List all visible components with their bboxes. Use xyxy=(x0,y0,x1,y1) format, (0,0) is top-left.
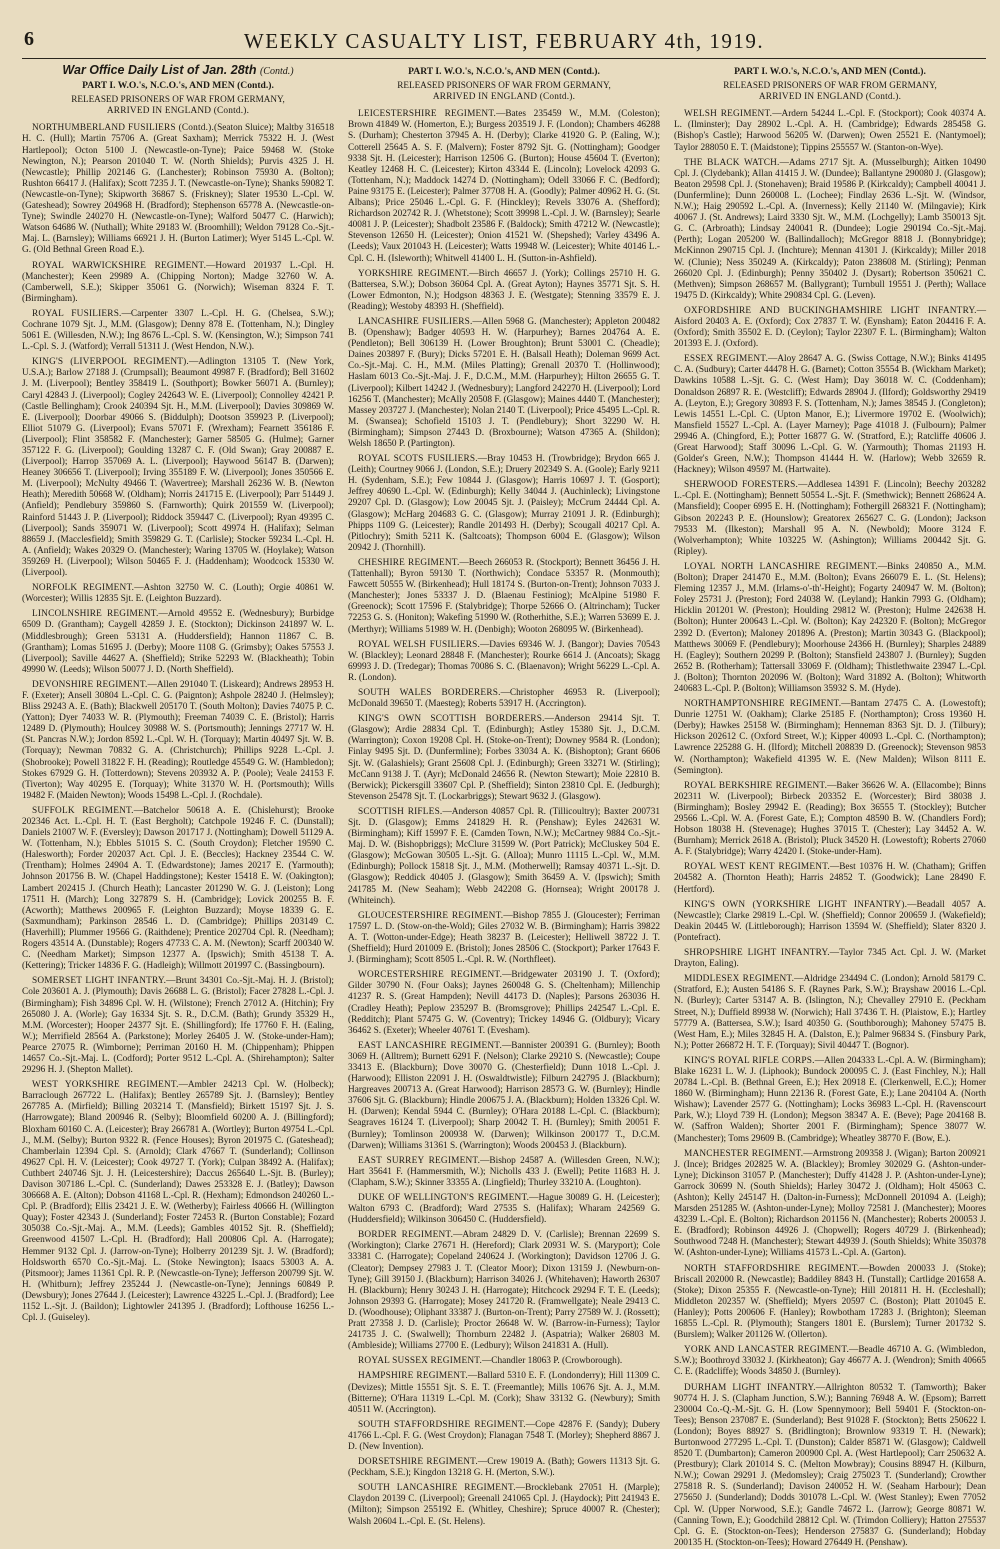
part-heading: PART I. W.O.'s, N.C.O.'s, AND MEN (Contd.). xyxy=(82,80,274,92)
regiment-name: LANCASHIRE FUSILIERS. xyxy=(358,316,473,327)
regiment-entry xyxy=(348,1371,660,1415)
regiment-entry xyxy=(674,974,986,1052)
regiment-entry xyxy=(674,480,986,558)
regiment-name: BORDER REGIMENT. xyxy=(358,1230,454,1241)
regiment-name: MANCHESTER REGIMENT. xyxy=(684,1148,804,1159)
regiment-name: NORTHAMPTONSHIRE REGIMENT. xyxy=(684,699,842,710)
regiment-entry xyxy=(348,558,660,636)
columns xyxy=(22,63,986,1548)
regiment-name: SOUTH STAFFORDSHIRE REGIMENT. xyxy=(358,1419,526,1430)
regiment-entry xyxy=(348,911,660,966)
regiment-name: LOYAL NORTH LANCASHIRE REGIMENT. xyxy=(684,561,878,572)
casualty-names: —Aisford 20403 A. E. (Oxford); Cox 27837 T. W. (Eynsham); Eaton 204416 F. A. (Oxford); Smith 35502 E. D. (Ceylon); Taylor 22307 F. L. (Birmingham); Walton 201393 E. J. (Oxford). xyxy=(674,305,986,350)
casualty-names: —Allen 5968 G. (Manchester); Appleton 200482 B. (Openshaw); Badger 40593 H. W. (Harpurhey); Barnes 204764 A. E. (Pendleton); Bell 306139 H. (Lower Broughton); Brunt 53001 C. (Cheadle); Daines 203897 F. (Bury); Dicks 57201 E. H. (Balsall Heath); Doleman 9699 Act. Co.-Sjt.-Maj. C. H., M.M. (Miles Platting); Grenall 20370 T. (Hollinwood); Haslam 6013 Co.-Sjt.-Maj. J. F., D.C.M., M.M. (Harpurhey); Hilton 26655 G. T. (Liverpool); Kilbert 14242 J. (Wednesbury); Langford 242270 H. (Liverpool); Lord 16256 T. (Manchester); McAlly 20508 F. (Glasgow); Maines 4440 T. (Manchester); Massey 203727 J. (Manchester); Nolan 2140 T. (Liverpool); Price 45495 L.-Cpl. R. M. (Swansea); Schofield 15103 J. T. (Pendlebury); Short 32290 W. H. (Birmingham); Simpson 27443 D. (Broxbourne); Watson 47365 A. (Shildon); Welsh 18650 P. (Partington). xyxy=(348,316,660,449)
casualty-names: —Allen 291040 T. (Liskeard); Andrews 28953 H. F. (Exeter); Ansell 30804 L.-Cpl. C. G. (Paignton); Ashpole 28240 J. (Helmsley); Bliss 29243 A. E. (Bath); Blackwell 205170 T. (South Molton); Davies 74075 P. C. (Yatton); Dyer 74033 W. R. (Plymouth); Freeman 74039 C. E. (Bristol); Harris 12489 D. (Plymouth); Houlcey 30988 W. S. (Portsmouth); Jennings 27717 W. H. (St. Pancras N.W.); Jordon 8592 L.-Cpl. W. H. (Torquay); Martin 40497 Sjt. W. B. (Torquay); Newman 70832 G. A. (Christchurch); Phillips 9228 L.-Cpl. J. (Shobrooke); Powell 31822 F. H. (Reading); Routledge 45549 G. W. (Hambledon); Stokes 67929 G. H. (Totterdown); Stevens 203932 A. P. (Poole); Veale 24153 F. (Tiverton); Way 40295 E. (Torquay); White 31370 W. H. (Portsmouth); Wills 19482 F. (Maiden Newton); Woods 15498 L.-Cpl. J. (Rochdale). xyxy=(22,679,334,801)
regiment-entry xyxy=(22,357,334,579)
regiment-name: NORFOLK REGIMENT. xyxy=(32,583,135,594)
regiment-name: DURHAM LIGHT INFANTRY. xyxy=(684,1382,816,1393)
regiment-entry xyxy=(674,781,986,859)
entries xyxy=(348,109,660,1527)
regiment-entry xyxy=(674,1383,986,1549)
regiment-name: KING'S ROYAL RIFLE CORPS. xyxy=(684,1055,815,1066)
regiment-name: ROYAL BERKSHIRE REGIMENT. xyxy=(684,780,828,791)
casualty-names: —Bowden 200033 J. (Stoke); Briscall 202000 R. (Newcastle); Baddiley 8843 H. (Tunstall); Cartlidge 201658 A. (Stoke); Dixon 25355 F. (Newcastle-on-Tyne); Hill 201811 H. H. (Eccleshall); Middleton 202357 W. (Sheffield); Myers 20597 C. (Boston); Platt 201045 E. (Hanley); Potts 200606 F. (Hanley); Rowbotham 17283 J. (Brighton); Sleeman 16855 L.-Cpl. R. (Plymouth); Stangers 1801 E. (Burslem); Turner 201732 S. (Burslem); Walker 201126 W. (Ollerton). xyxy=(674,1263,986,1341)
regiment-entry xyxy=(348,269,660,313)
part-heading: PART I. W.O.'s, N.C.O.'s, AND MEN (Contd.). xyxy=(408,66,600,77)
regiment-name: SOUTH LANCASHIRE REGIMENT. xyxy=(358,1483,516,1494)
regiment-entry xyxy=(348,317,660,450)
regiment-entry xyxy=(348,1193,660,1226)
regiment-name: LEICESTERSHIRE REGIMENT. xyxy=(358,109,497,120)
section-heading-line1: RELEASED PRISONERS OF WAR FROM GERMANY, xyxy=(723,80,937,91)
casualty-names: —Brunt 34301 Co.-Sjt.-Maj. H. J. (Bristol); Cole 203601 A. J. (Plymouth); Davis 26688 L. G. (Bristol); Facer 27828 L.-Cpl. J. (Birmingham); Fish 34896 Cpl. W. H. (Wilstone); French 27012 A. (Hitchin); Fry 265080 J. A. (Worle); Gay 16334 Sjt. S. R., D.C.M. (Bath); Grundy 35329 H., M.M. (Worcester); Hooper 24377 Sjt. E. (Shillingford); Ife 17760 F. H. (Ealing, W.); Merrifield 28564 A. (Parkstone); Morley 26405 J. W. (Stoke-under-Ham); Pearce 27075 R. (Wimborne); Perriman 20160 H. M. (Chippenham); Phippen 14657 Co.-Sjt.-Maj. L. (Codford); Porter 9512 L.-Cpl. A. (Shirehampton); Salter 29296 H. J. (Shepton Mallet). xyxy=(22,976,335,1076)
regiment-name: YORKSHIRE REGIMENT. xyxy=(358,268,470,279)
casualty-names: —Aloy 28647 A. G. (Swiss Cottage, N.W.); Binks 41495 C. A. (Sudbury); Carter 44478 H. G. (Barnet); Cotton 35554 B. (Wickham Market); Dawkins 10588 L.-Sjt. G. C. (West Ham); Day 36018 W. C. (Coddenham); Donaldson 26897 R. E. (Westcliff); Edwards 28904 J. (Ilford); Goldsworthy 29419 A. (Leyton, E.); Gregory 30893 F. S. (Tottenham, N.); James 38545 J. (Congleton); Lewis 14551 L.-Cpl. C. (Upton Manor, E.); Livermore 19702 E. (Woolwich); Mansfield 15527 L.-Cpl. A. (Layer Marney); Page 41018 J. (Fulbourn); Palmer 29946 A. (Chingford, E.); Potter 16877 G. W. (Stratford, E.); Ratcliffe 40606 J. (Great Harwood); Staff 30096 L.-Cpl. G. W. (Yarmouth); Thomas 21193 H. (Golder's Green, N.W.); Thompson 41444 H. W. (Harlow); Webb 32659 R. (Hackney); Wilson 49597 M. (Hartwaite). xyxy=(674,354,986,476)
regiment-name: WELSH REGIMENT. xyxy=(684,109,773,120)
casualty-names: —Davies 69346 W. J. (Bangor); Davies 70543 W. (Blackley); Leonard 28848 F. (Manchester); Rourke 6614 J. (Ancoats); Skagg 69993 J. D. (Tredegar); Thomas 70086 S. C. (Blaenavon); Wright 56229 L.-Cpl. A. R. (London). xyxy=(348,639,660,683)
regiment-name: DEVONSHIRE REGIMENT. xyxy=(32,679,148,690)
casualty-names: —Ballard 5310 E. F. (Londonderry); Hill 11309 C. (Devizes); Mittle 15551 Sjt. S. E. T. (Freemantle); Mills 10676 Sjt. A. J., M.M. (Bitterne); O'Hara 11319 L.-Cpl. M. (Cork); Shaw 33132 G. (Newbury); Smith 40511 W. (Accrington). xyxy=(348,1371,660,1415)
regiment-name: ESSEX REGIMENT. xyxy=(684,354,768,365)
regiment-name: DUKE OF WELLINGTON'S REGIMENT. xyxy=(358,1193,530,1203)
page-number: 6 xyxy=(24,28,34,50)
regiment-name: CHESHIRE REGIMENT. xyxy=(358,557,460,568)
regiment-name: SOMERSET LIGHT INFANTRY. xyxy=(32,976,167,987)
casualty-names: —Ardern 54244 L.-Cpl. F. (Stockport); Cook 40374 A. L. (Ilminster); Day 28902 L.-Cpl. A. H. (Cambridge); Edwards 285458 G. (Bishop's Castle); Harwood 56205 W. (Darwen); Owen 25521 E. (Nantymoel); Taylor 288050 E. T. (Maidstone); Tippins 255557 W. (Stanton-on-Wye). xyxy=(674,109,986,153)
casualty-names: —Howard 201937 L.-Cpl. H. (Manchester); Keen 29989 A. (Chipping Norton); Madge 32760 W. A. (Camberwell, S.E.); Skipper 35061 G. (Norwich); Wiseman 8324 F. T. (Birmingham). xyxy=(22,260,334,304)
section-heading-line2: ARRIVED IN ENGLAND (Contd.). xyxy=(432,92,576,103)
regiment-name: ROYAL FUSILIERS. xyxy=(32,308,122,319)
regiment-entry xyxy=(348,640,660,684)
daily-list-title xyxy=(22,65,334,77)
casualty-names: —Binks 240850 A., M.M. (Bolton); Draper 241470 E., M.M. (Bolton); Evans 266079 E. L. (St. Helens); Fleming 12357 J., M.M. (Irlams-o'-th'-Height); Fogarty 240947 W. M. (Bolton); Foley 25731 J. (Preston); Ford 24038 W. (Leyland); Hankin 7993 G. (Oldham); Hicklin 201201 W. (Preston); Houlding 29812 W. (Preston); Hulme 242638 H. (Bolton); Hunter 200643 L.-Cpl. W. (Bolton); Kay 242320 F. (Bolton); McGregor 2392 D. (Everton); Maloney 201896 A. (Preston); Martin 30343 G. (Blackpool); Matthews 30069 F. (Pendlebury); Moorhouse 24366 H. (Burnley); Sharples 24889 H. (Eagley); Southern 20299 P. (Bolton); Stansfield 243807 J. (Burnley); Sugden 2652 B. (Rotherham); Tattersall 33069 F. (Oldham); Thistlethwaite 23947 L.-Cpl. J. (Bolton); Thornton 202096 W. (Bolton); Ward 31892 A. (Bolton); Whitworth 240683 L.-Cpl. P. (Bolton); Williamson 35932 S. M. (Hyde). xyxy=(674,561,986,694)
regiment-name: THE BLACK WATCH. xyxy=(684,157,780,168)
regiment-entry xyxy=(674,109,986,153)
regiment-name: GLOUCESTERSHIRE REGIMENT. xyxy=(358,910,504,921)
regiment-entry xyxy=(22,680,334,802)
regiment-name: NORTHUMBERLAND FUSILIERS (Contd.). xyxy=(32,123,214,134)
section-heading-line1: RELEASED PRISONERS OF WAR FROM GERMANY, xyxy=(397,80,611,91)
page-title: WEEKLY CASUALTY LIST, FEBRUARY 4th, 1919. xyxy=(243,29,765,53)
casualty-names: —Anderson 29414 Sjt. T. (Glasgow); Ardie 28834 Cpl. T. (Edinburgh); Astley 15380 Sjt. J., D.C.M. (Warrington); Coxon 19208 Cpl. H. (Stoke-on-Trent); Downey 9584 R. (London); Finlay 9495 Sjt. D. (Dunfermline); Forbes 33034 A. K. (Bishopton); Grant 6606 Sjt. W. (Galashiels); Grant 25608 Cpl. J. (Edinburgh); Green 33271 W. (Stirling); McCann 9138 J. T. (Ayr); McDonald 24656 R. (Newton Stewart); Moie 22810 B. (Berwick); Pickersgill 33607 Cpl. P. (Sheffield); Sinton 23810 Cpl. E. (Jedburgh); Stevenson 25478 Sjt. T. (Lockarbriggs); Stewart 9632 J. (Glasgow). xyxy=(348,714,660,802)
casualty-names: —Cope 42876 F. (Sandy); Dubery 41766 L.-Cpl. F. G. (West Croydon); Flanagan 7548 T. (Morley); Shepherd 8867 J. D. (New Invention). xyxy=(348,1419,660,1452)
regiment-name: YORK AND LANCASTER REGIMENT. xyxy=(684,1345,850,1356)
regiment-entry xyxy=(348,1420,660,1453)
column-3 xyxy=(674,65,986,1548)
section-heading-line2: ARRIVED IN ENGLAND (Contd.). xyxy=(106,106,250,117)
casualty-names: —Anderson 40857 Cpl. R. (Tillicoultry); Baxter 200731 Sjt. D. (Glasgow); Emms 241829 H. R. (Penshaw); Eyles 242631 W. (Birmingham); Kiff 15997 F. E. (Camden Town, N.W.); McCartney 9884 Co.-Sjt.-Maj. D. W. (Bishopbriggs); McClure 31599 W. (Port Patrick); McCluskey 504 E. (Glasgow); McGowan 30505 L.-Sjt. G. (Alloa); Munro 11115 L.-Cpl. W., M.M. (Edinburgh); Pollock 15818 Sjt. J., M.M. (Motherwell); Ramsay 40371 L.-Sjt. D. (Glasgow); Reddick 40405 J. (Glasgow); Smith 36459 A. V. (Ipswich); Smith 241785 M. (New Seaham); Webb 242208 G. (Hornsea); Wright 200178 J. (Whiteinch). xyxy=(348,806,660,906)
regiment-name: WORCESTERSHIRE REGIMENT. xyxy=(358,970,503,981)
casualty-names: —Baker 36626 W. A. (Ellacombe); Binns 202311 W. (Liverpool); Birbeck 203352 E. (Worcester); Bird 38038 J. (Birmingham); Bosley 29942 E. (Reading); Box 36555 T. (Stockley); Butcher 29566 L.-Cpl. W. A. (Forest Gate, E.); Compton 48590 B. W. (Chandlers Ford); Hobson 18038 H. (Stevenage); Hughes 37015 T. (Chester); Lay 34452 A. W. (Burnham); Merrick 2618 A. (Bristol); Pluck 34520 H. (Lowestoft); Roberts 27060 A. F. (Stalybridge); Warry 42420 I. (Stoke-under-Ham). xyxy=(674,780,986,858)
regiment-name: LINCOLNSHIRE REGIMENT. xyxy=(32,609,159,620)
regiment-entry xyxy=(22,123,334,256)
regiment-name: DORSETSHIRE REGIMENT. xyxy=(358,1457,478,1468)
casualty-names: —Abram 24829 D. V. (Carlisle); Brennan 22699 S. (Workington); Clarke 27671 H. (Hereford); Clark 20931 W. S. (Maryport); Cole 33381 C. (Harrogate); Copeland 240624 J. (Workington); Davidson 12706 J. G. (Cleator); Dempsey 27983 J. T. (Cleator Moor); Dixon 13159 J. (Newburn-on-Tyne); Gill 39150 J. (Blackburn); Harrison 34026 J. (Whitehaven); Haworth 26307 H. (Blackburn); Henry 30243 J. H. (Harrogate); Hitchcock 29294 F. T. E. (Leeds); Johnson 29393 G. (Harrogate); Mosey 241720 R. (Framwellgate); Neale 29413 C. D. (Woodhouse); Oliphant 33387 J. (Burton-on-Trent); Parry 27589 W. J. (Rossett); Pratt 27358 J. D. (Carlisle); Proctor 26648 W. W. (Barrow-in-Furness); Taylor 241735 J. C. (Swalwell); Thornburn 22482 J. (Aspatria); Walker 26803 M. (Ambleside); Williams 27700 E. (Ledbury); Wilson 241831 A. (Hull). xyxy=(348,1230,660,1352)
regiment-name: WEST YORKSHIRE REGIMENT. xyxy=(32,1080,179,1091)
regiment-entry xyxy=(22,583,334,605)
casualty-names: —Hague 30089 G. H. (Leicester); Walton 6793 C. (Bradford); Ward 27535 S. (Halifax); Wharam 242569 G. (Huddersfield); Wilkinson 306450 C. (Huddersfield). xyxy=(348,1193,661,1226)
regiment-entry xyxy=(348,807,660,907)
casualty-names: —Allen 204333 L.-Cpl. A. W. (Birmingham); Blake 16231 L. W. J. (Liphook); Bundock 200095 C. J. (East Finchley, N.); Hall 20784 L.-Cpl. B. (Bethnal Green, E.); Hex 20918 E. (Clerkenwell, E.C.); Homer 1860 W. (Birmingham); Hunn 22136 R. (Forest Gate, E.); Lane 204104 A. (North Wishaw); Lavender 2577 G. (Nottingham); Locks 36983 L.-Cpl. H. (Ravenscourt Park, W.); Lloyd 739 H. (London); Megson 38347 A. E. (Beve); Page 204168 B. W. (Saffron Walden); Shorter 2001 F. (Birmingham); Spence 38077 W. (Manchester); Toms 29609 B. (Cambridge); Wheatley 38770 F. (Bow, E.). xyxy=(674,1055,986,1144)
section-heading-line2: ARRIVED IN ENGLAND (Contd.). xyxy=(758,92,902,103)
regiment-name: OXFORDSHIRE AND BUCKINGHAMSHIRE LIGHT INFANTRY. xyxy=(684,305,977,316)
casualty-names: —Ashton 32750 W. C. (Louth); Orgie 40861 W. (Worcester); Willis 12835 Sjt. E. (Leighton Buzzard). xyxy=(22,583,334,605)
casualty-names: —Carpenter 3307 L.-Cpl. H. G. (Chelsea, S.W.); Cochrane 1079 Sjt. J., M.M. (Glasgow); Denny 878 E. (Tottenham, N.); Dingley 5061 E. (Willesden, N.W.); Ing 8676 L.-Cpl. S. W. (Kensington, W.); Simpson 741 L.-Cpl. S. J. (Watford); Verrall 51311 J. (West Hendon, N.W.). xyxy=(22,308,334,353)
daily-list-contd: (Contd.) xyxy=(259,66,294,77)
regiment-entry xyxy=(348,688,660,710)
casualty-names: —Brocklebank 27051 H. (Marple); Claydon 20139 C. (Liverpool); Greenall 241065 Cpl. J. (Haydock); Pitt 241943 E. (Milton); Simpson 255192 E. (Whitley, Cheshire); Spruce 40007 R. (Chester); Walsh 20604 L.-Cpl. E. (St. Helens). xyxy=(348,1483,660,1527)
regiment-entry xyxy=(674,699,986,777)
casualty-names: —Bates 235459 W., M.M. (Coleston); Brown 41849 W. (Homerton, E.); Burgess 203519 J. F. (London); Chambers 46288 S. (Durham); Chesterton 37945 A. H. (Derby); Clarke 41920 G. P. (Ealing, W.); Cotterell 25645 A. S. F. (Malvern); Foster 8792 Sjt. G. (Nottingham); Goodger 9338 Sjt. H. (Leicester); Harrison 12506 G. (Burton); House 45604 T. (Everton); Keatley 12468 H. C. (Leicester); Kirton 43344 E. (Lincoln); Lovelock 42093 G. (Tottenham, N.); Maddock 14274 D. (Nottingham); Odell 33066 F. C. (Bedford); Paine 93175 E. (Leicester); Palmer 37708 H. A. (Goodly); Palmer 40962 H. G. (St. Albans); Price 25046 L.-Cpl. G. F. (Hinckley); Revels 33076 A. (Shefford); Richardson 202742 R. J. (Whetstone); Scott 39998 L.-Cpl. J. W. (Barnsley); Searle 40081 J. P. (Leicester); Shadbolt 23586 F. (Baldock); Smith 47212 W. (Newcastle); Stevenson 12650 H. (Leicester); Onion 41521 W. (Shepshed); Varley 43496 A. (Leeds); Vaux 201043 H. (Leicester); Watts 19948 W. (Leicester); White 40146 L.-Cpl. C. H. (Isleworth); Whitwell 41400 L. H. (Sutton-in-Ashfield). xyxy=(348,109,660,264)
casualty-names: —Aldridge 234494 C. (London); Arnold 58179 C. (Stratford, E.); Austen 54186 S. F. (Raynes Park, S.W.); Brayshaw 20016 L.-Cpl. N. (Burley); Carter 53147 A. B. (Islington, N.); Chevalley 27910 E. (Peckham Street, N.); Duffield 89938 W. (Norwich); Hall 37436 T. H. (Plaistow, E.); Hartley 57779 A. (Battersea, S.W.); Isard 40350 G. (Southborough); Mahoney 57475 B. (West Ham, E.); Miles 32845 H. A. (Dalston, E.); Palmer 96834 S. (Finsbury Park, N.); Potter 266872 H. T. F. (Torquay); Sivil 40447 T. (Bognor). xyxy=(674,974,986,1051)
regiment-name: KING'S OWN SCOTTISH BORDERERS. xyxy=(358,714,545,725)
casualty-names: —Arnold 49552 E. (Wednesbury); Burbidge 6509 D. (Grantham); Caygell 42859 J. E. (Stockton); Dickinson 241897 W. L. (Middlesbrough); Green 53131 A. (Huddersfield); Hannon 11867 C. B. (Grantham); Lomas 51695 J. (Derby); Moore 1108 G. (Grimsby); Oakes 57553 J. (Liverpool); Saville 44627 A. (Sheffield); Strike 52293 W. (Blackheath); Tobin 49990 W. (Leeds); Wilson 50077 J. D. (North Sheffield). xyxy=(22,609,335,675)
casualty-names: —Batchelor 50618 A. E. (Chislehurst); Brooke 202346 Act. L.-Cpl. H. T. (East Bergholt); Catchpole 19246 F. C. (Dunstall); Daniels 21007 W. F. (Eversley); Dawson 201717 J. (Nottingham); Dowell 51129 A. W. (Tottenham, N.); Ebbles 51015 S. C. (South Croydon); Fletcher 19590 C. (Halesworth); Forder 202037 Act. Cpl. J. E. (Beccles); Hackney 23544 C. W. (Trentham); Holmes 24904 A. T. (Edwardstone); James 20217 E. (Yarmouth); Johnson 201756 B. W. (Chapel Haddingstone); Kester 15418 E. W. (Oakington); Lambert 202415 J. (Church Heath); Lancaster 201290 W. G. J. (Leiston); Long 17511 H. (March); Long 327879 S. H. (Cambridge); Lovick 200255 B. F. (Acworth); Matthews 200965 F. (Leighton Buzzard); Moyse 18339 G. E. (Saxmundham); Parkinson 28546 L. D. (Cambridge); Phillips 203149 C. (Haverhill); Plummer 19566 G. (Raithdene); Prentice 202704 Cpl. R. (Needham); Rogers 43514 A. (Dunstable); Rogers 47733 C. A. M. (Newton); Scarff 200340 W. C. (Needham Market); Simpson 12377 A. (Ipswich); Smith 45138 T. A. (Kettering); Tricker 14836 F. G. (Hadleigh); Willmott 201997 C. (Bassingbourn). xyxy=(22,805,335,972)
casualty-names: —Crew 19019 A. (Bath); Gowers 11313 Sjt. G. (Peckham, S.E.); Kingdon 13218 G. H. (Merton, S.W.). xyxy=(348,1457,660,1479)
casualty-names: —Bishop 24587 A. (Willesden Green, N.W.); Hart 35641 F. (Hammersmith, W.); Nicholls 433 J. (Ewell); Petite 11683 H. J. (Clapham, S.W.); Skinner 33355 A. (Lingfield); Thurley 33210 A. (Loughton). xyxy=(348,1155,661,1188)
casualty-names: —Bantam 27475 C. A. (Lowestoft); Dunrie 12751 W. (Oakham); Clarke 25185 F. (Northampton); Cross 19360 H. (Derby); Hawkes 25158 W. (Birmingham); Henneman 8363 Sjt. D. J. (Tilbury); Hickson 202612 C. (Oxford Street, W.); Kipper 40093 L.-Cpl. C. (Northampton); Lawrence 225288 G. H. (Ilford); Mitchell 208839 D. (Greenock); Stevenson 9853 W. (Northampton); Wakefield 41395 W. E. (New Malden); Wilson 8111 E. (Semington). xyxy=(674,699,986,776)
regiment-entry xyxy=(348,714,660,803)
casualty-names: —Taylor 7345 Act. Cpl. J. W. (Market Drayton, Ealing). xyxy=(674,948,986,970)
column-2 xyxy=(348,65,661,1527)
entries xyxy=(674,109,986,1549)
casualty-names: (Seaton Sluice); Maltby 316518 H. C. (Hull); Martin 75706 A. (Great Saxham); Merrick 75322 H. J. (West Hartlepool); Octon 5100 J. (Newcastle-on-Tyne); Paice 59468 W. (Stoke Newington, N.); Pearson 201040 T. W. (North Shields); Purvis 4325 J. H. (Newcastle); Phillip 202146 G. (Lanchester); Robinson 75930 A. (Bolton); Rushton 66417 J. (Halifax); Scott 7235 J. T. (Newcastle-on-Tyne); Shanks 59082 T. (Newcastle-on-Tyne); Skipworth 36867 S. (Friskney); Slater 19530 L.-Cpl. W. (Gateshead); Sowrey 204968 H. (Bradford); Stephenson 65778 A. (Newcastle-on-Tyne); Swindle 240270 H. (Newcastle-on-Tyne); Walford 50477 C. (Harwich); Watson 64686 W. (Nuthall); White 29183 W. (Broomhill); Weldon 79128 Co.-Sjt.-Maj. L. (Barnsley); Williams 66921 J. H. (Burton Latimer); Wyer 5145 L.-Cpl. W. G. (Old Bethnal Green Road E.). xyxy=(22,123,334,256)
part-heading: PART I. W.O.'s, N.C.O.'s, AND MEN (Contd.). xyxy=(734,66,926,77)
regiment-name: ROYAL SUSSEX REGIMENT. xyxy=(358,1356,482,1367)
regiment-entry xyxy=(674,900,986,944)
regiment-entry xyxy=(348,1156,660,1189)
casualty-names: —Chandler 18063 P. (Crowborough). xyxy=(481,1356,623,1367)
regiment-entry xyxy=(674,1264,986,1342)
regiment-name: EAST LANCASHIRE REGIMENT. xyxy=(358,1040,502,1051)
casualty-names: —Beadall 4057 A. (Newcastle); Clarke 29819 L.-Cpl. W. (Sheffield); Connor 200659 J. (Wakefield); Deakin 20445 W. (Littleborough); Harrison 13594 W. (Sheffield); Slater 8320 J. (Pontefract). xyxy=(674,899,986,943)
casualty-names: —Ambler 24213 Cpl. W. (Holbeck); Barraclough 267722 L. (Halifax); Bentley 265789 Sjt. J. (Barnsley); Bentley 267785 A. (Mirfield); Billing 203214 T. (Mansfield); Birkett 15197 Sjt. J. S. (Harrowgate); Bland 200946 R. (Selby); Bloomfield 60200 A. J. (Billingford); Bloxham 60160 C. A. (Leicester); Bray 266781 A. (Wortley); Burton 49754 L.-Cpl. J., M.M. (Selby); Burton 9322 R. (Fence Houses); Byron 201975 C. (Gateshead); Chamberlain 12394 Cpl. S. (Arnold); Clark 47667 T. (Sunderland); Collinson 49627 Cpl. H. V. (Leicester); Cook 49727 T. (York); Culpan 38492 A. (Halifax); Cuthbert 240746 Sjt. J. H. (Leicestershire); Daccus 265640 L.-Sjt. B. (Burley); Davison 307186 L.-Cpl. C. (Sunderland); Dawes 253328 E. J. (Batley); Dawson 306668 A. E. (Alton); Dobson 41168 L.-Cpl. R. (Hexham); Edmondson 240260 L.-Cpl. P. (Bradford); Ellis 23421 J. E. W. (Wetherby); Fairless 40666 H. (Willington Quay); Foster 42343 J. (Sunderland); Foster 72453 R. (Burton Constable); Fozard 305038 Co.-Sjt.-Maj. A., M.M. (Leeds); Gambles 40152 Sjt. R. (Sheffield); Greenwood 41507 L.-Cpl. H. (Bradford); Hall 200806 Cpl. A. (Harrogate); Hemmer 9132 Cpl. J. (Jarrow-on-Tyne); Holberry 201239 Sjt. J. W. (Bradford); Holdsworth 6570 Co.-Sjt.-Maj. L. (Stoke Newington); Isaacs 53003 A. A. (Pitsmoor); James 11361 Cpl. R. P. (Newcastle-on-Tyne); Jefferson 200799 Sjt. W. H. (Whitburn); Jeffrey 235244 J. (Newcastle-on-Tyne); Jennings 60849 P. (Dewsbury); Jones 27644 J. (Leicester); Lawrence 43225 L.-Cpl. J. (Bradford); Lee 1152 L.-Sjt. J. (Baildon); Lightowler 241395 J. (Bradford); Lofthouse 16256 L.-Cpl. J. (Guiseley). xyxy=(22,1080,334,1324)
regiment-entry xyxy=(348,1230,660,1352)
casualty-names: —Christopher 46953 R. (Liverpool); McDonald 39650 T. (Maesteg); Roberts 53917 H. (Accrington). xyxy=(348,687,660,710)
regiment-entry xyxy=(348,970,660,1037)
entries xyxy=(22,123,334,1324)
casualty-names: —Bridgewater 203190 J. T. (Oxford); Gilder 30790 N. (Four Oaks); Jaynes 260048 G. S. (Cheltenham); Millenchip 41237 R. S. (Great Hampden); Nevill 44173 D. (Naples); Parsons 263036 H. (Cradley Heath); Peplow 235297 B. (Bromsgrove); Phillips 242547 L.-Cpl. E. (Redditch); Plant 57475 G. W. (Coventry); Trickey 14946 G. (Oldbury); Vicary 36462 S. (Exeter); Wheeler 40761 T. (Evesham). xyxy=(348,970,660,1036)
regiment-entry xyxy=(674,1345,986,1378)
regiment-name: SCOTTISH RIFLES. xyxy=(358,806,443,817)
column-1 xyxy=(22,65,334,1515)
section-heading-line1: RELEASED PRISONERS OF WAR FROM GERMANY, xyxy=(71,94,285,105)
regiment-name: HAMPSHIRE REGIMENT. xyxy=(358,1371,468,1382)
regiment-entry xyxy=(22,609,334,676)
regiment-entry xyxy=(674,1149,986,1260)
regiment-entry xyxy=(22,309,334,353)
casualty-names: —Birch 46657 J. (York); Collings 25710 H. G. (Battersea, S.W.); Dobson 36064 Cpl. A. (Great Ayton); Haynes 35771 Sjt. S. H. (Lower Edmonton, N.); Hodgson 48363 J. E. (Westgate); Stenning 33579 E. J. (Reading); Westoby 48393 H. (Sheffield). xyxy=(348,268,660,312)
casualty-names: —Bannister 200391 G. (Burnley); Booth 3069 H. (Alltrem); Burnett 6291 F. (Nelson); Clarke 29210 S. (Newcastle); Coupe 33413 E. (Blackburn); Dove 30070 G. (Chesterfield); Dunn 1018 L.-Cpl. J. (Harwood); Elliston 22091 J. H. (Oswaldtwistle); Filburn 242795 J. (Blackburn); Hargreaves 200713 A. (Great Harwood); Harrison 28573 G. W. (Burnley); Hindle 37606 Sjt. G. (Blackburn); Hindle 200675 J. A. (Blackburn); Holden 13326 Cpl. W. H. (Darwen); Kendal 5944 C. (Burnley); O'Hara 20188 L.-Cpl. C. (Blackburn); Seagraves 16124 T. (Liverpool); Sharp 20042 T. H. (Burnley); Smith 20051 F. (Burnley); Tomlinson 200938 W. (Darwen); Wilkinson 200177 T., D.C.M. (Darwen); Williams 31361 S. (Warrington); Woods 200453 J. (Blackburn). xyxy=(348,1040,660,1151)
regiment-entry xyxy=(674,1056,986,1145)
casualty-names: —Addlesea 14391 F. (Lincoln); Beechy 203282 L.-Cpl. E. (Nottingham); Bennett 50554 L.-Sjt. F. (Smethwick); Bennett 268624 A. (Mansfield); Cooper 6995 E. H. (Nottingham); Fothergill 268321 F. (Nottingham); Gibson 202243 P. E. (Hounslow); Greatorex 265627 C. G. (London); Jackson 79533 M. (Ilkeston); Marshall 95 A. N. (Newbold); Moore 3124 F. (Wolverhampton); White 103225 W. (Ashington); Williams 200442 Sjt. G. (Ripley). xyxy=(674,480,986,557)
regiment-entry xyxy=(674,354,986,476)
regiment-name: KING'S (LIVERPOOL REGIMENT). xyxy=(32,357,189,368)
casualty-names: —Armstrong 209358 J. (Wigan); Barton 200921 J. (Ince); Bridges 202825 W. A. (Blackley); Bromley 302029 G. (Ashton-under-Lyne); Dickinson 31057 P. (Manchester); Duffy 41428 J. P. (Ashton-under-Lyne); Garrock 30699 N. (South Shields); Harley 30472 J. (Oldham); Holt 45063 C. (Ashton); Kelly 245147 H. (Dalton-in-Furness); McDonnell 201094 A. (Leigh); Marsden 251285 W. (Ashton-under-Lyne); Molloy 72581 J. (Manchester); Moores 43239 L.-Cpl. E. (Bolton); Richardson 201156 N. (Manchester); Roberts 200053 J. E. (Bradford); Robinson 44926 J. (Chopwell); Rogers 40729 J. (Birkenhead); Southwood 7248 H. (Manchester); Stewart 44939 J. (South Shields); White 350378 W. (Ashton-under-Lyne); Williams 41573 L.-Cpl. A. (Garton). xyxy=(674,1148,986,1259)
casualty-names: —Adlington 13105 T. (New York, U.S.A.); Barlow 27188 J. (Crumpsall); Beaumont 49987 F. (Bradford); Bell 31602 J. M. (Liverpool); Bentley 358419 L. (Southport); Bowker 56071 A. (Burnley); Caryl 42843 J. (Liverpool); Cogley 242643 W. E. (Liverpool); Connolley 42421 P. (Castle Bellingham); Crook 240394 Sjt. H., M.M. (Liverpool); Davies 309869 W. E. (Liverpool); Doorbar 49066 S. (Biddulph); Dootson 359923 P. (Liverpool); Elliot 51079 G. (Liverpool); Evans 57071 F. (Wrexham); Fearnett 356186 F. (Liverpool); Flint 358582 F. (Manchester); Garner 58505 G. (Hulme); Garner 357122 F. G. (Liverpool); Goulding 13287 C. F. (Old Swan); Gray 200887 E. (Liverpool); Harrop 357069 A. L. (Liverpool); Haywood 56147 B. (Darwen); Heaney 306656 T. (Liverpool); Irving 355189 F. W. (Liverpool); Jones 350566 E. M. (Liverpool); McNulty 49466 T. (Wavertree); Marshall 26236 W. B. (Newton Heath); Meredith 50668 W. (Oldham); Norris 241715 E. (Liverpool); Parr 51449 J. (Anfield); Pendlebury 359860 S. (Farnworth); Quirk 201559 W. (Liverpool); Rainford 51443 J. P. (Liverpool); Riddock 359447 C. (Liverpool); Ryan 49395 C. (Liverpool); Sands 359071 W. (Liverpool); Scott 49974 H. (Halifax); Selman 88659 J. (Macclesfield); Smith 359829 G. T. (Carlisle); Stocker 59234 L.-Cpl. H. A. (Anfield); Wakes 20329 O. (Manchester); Waring 13705 W. (Hoylake); Watson 359269 H. (Liverpool); Wilson 50465 F. J. (Haddenham); Woodcock 15330 W. (Liverpool). xyxy=(22,357,334,579)
regiment-entry xyxy=(348,1356,660,1367)
regiment-entry xyxy=(22,806,334,972)
regiment-entry xyxy=(674,306,986,350)
regiment-entry xyxy=(22,1080,334,1324)
regiment-name: EAST SURREY REGIMENT. xyxy=(358,1155,481,1166)
masthead xyxy=(22,24,986,59)
regiment-name: KING'S OWN (YORKSHIRE LIGHT INFANTRY). xyxy=(684,899,908,910)
casualty-names: —Bishop 7855 J. (Gloucester); Ferriman 17597 L. D. (Stow-on-the-Wold); Giles 27032 W. B. (Birmingham); Harris 39822 A. T. (Wotton-under-Edge); Heath 38237 B. (Leicester); Helliwell 38722 J. T. (Sheffield); Hurd 201009 E. (Bristol); Jones 28506 C. (Stockport); Parker 17643 F. J. (Birmingham); Scott 8505 L.-Cpl. R. W. (Northfleet). xyxy=(348,910,660,966)
casualty-names: —Beadle 46710 A. G. (Wimbledon, S.W.); Boothroyd 33032 J. (Kirkheaton); Gay 46677 A. J. (Wendron); Smith 40665 C. E. (Radcliffe); Woods 34850 J. (Burnley). xyxy=(674,1345,986,1378)
regiment-name: SHERWOOD FORESTERS. xyxy=(684,480,799,491)
regiment-name: ROYAL WELSH FUSILIERS. xyxy=(358,639,480,650)
casualty-names: —Allrighton 80532 T. (Tamworth); Baker 90774 H. J. S. (Clapham Junction, S.W.); Banning 76948 A. W. (Epsom); Barrett 230004 Co.-Q.-M.-Sjt. G. H. (Low Spennymoor); Bell 59401 F. (Stockton-on-Tees); Benson 237087 E. (Sunderland); Best 91028 F. (Stockton); Betts 250622 I. (London); Boyes 88927 S. (Bridlington); Brownlow 93319 T. H. (Newark); Burtonwood 277295 L.-Cpl. T. (Dunston); Calder 85871 W. (Glasgow); Caldwell 8520 T. (Dumbarton); Cameron 200900 Cpl. A. (West Hartlepool); Carr 250632 A. (Prestbury); Clark 201014 S. C. (Melton Mowbray); Cousins 88947 H. (Kilburn, N.W.); Cowan 29291 J. (Medomsley); Craig 275023 T. (Sunderland); Crowther 275818 R. S. (Sunderland); Davison 240052 H. W. (Seaham Harbour); Dean 275650 J. (Sunderland); Dodds 301078 L.-Cpl. W. (West Stanley); Ewen 77052 Cpl. W. (Upper Norwood, S.E.); Gandle 74672 L. (Jarrow); George 80871 W. (Canning Town, E.); Goodchild 28812 Cpl. W. (Trimdon Colliery); Hatton 275537 Cpl. G. E. (Stockton-on-Tees); Henderson 275837 G. (Sunderland); Hobday 200135 H. (Stockton-on-Tees); Howard 276449 H. (Penshaw). xyxy=(674,1382,986,1548)
regiment-entry xyxy=(348,1483,660,1527)
casualty-names: —Bray 10453 H. (Trowbridge); Brydon 665 J. (Leith); Courtney 9066 J. (London, S.E.); Druery 202349 S. A. (Goole); Early 9211 H. (Sydenham, S.E.); Few 10844 J. (Glasgow); Harris 10697 J. T. (Gosport); Jeffrey 40690 L.-Cpl. W. (Edinburgh); Kelly 34044 J. (Auchinleck); Livingstone 29207 Cpl. D. (Glasgow); Low 20045 Sjt. J. (Paisley); McCrum 24444 Cpl. A. (Glasgow); McHarg 204683 G. C. (Glasgow); Murray 21091 J. R. (Edinburgh); Phipps 1109 G. (Leicester); Randle 201493 H. (Derby); Scougall 40217 Cpl. A. (Pitlochry); Smith 5211 K. (Saltcoats); Thompson 6004 E. (Glasgow); Wilson 20942 J. (Thornhill). xyxy=(348,454,660,553)
regiment-name: ROYAL SCOTS FUSILIERS. xyxy=(358,454,478,465)
regiment-entry xyxy=(22,261,334,305)
regiment-entry xyxy=(674,562,986,695)
regiment-name: SUFFOLK REGIMENT. xyxy=(32,805,134,816)
regiment-entry xyxy=(348,1457,660,1479)
casualty-names: —Best 10376 H. W. (Chatham); Griffen 204582 A. (Thornton Heath); Harris 24852 T. (Goodwick); Lane 28490 F. (Hertford). xyxy=(674,862,986,895)
regiment-entry xyxy=(348,454,660,554)
regiment-entry xyxy=(674,862,986,895)
daily-list-title-text: War Office Daily List of Jan. 28th xyxy=(62,63,257,77)
regiment-entry xyxy=(348,1041,660,1152)
regiment-entry xyxy=(22,976,334,1076)
regiment-name: SOUTH WALES BORDERERS. xyxy=(358,687,501,698)
regiment-entry xyxy=(674,948,986,970)
regiment-entry xyxy=(348,109,660,264)
regiment-entry xyxy=(674,158,986,302)
regiment-name: NORTH STAFFORDSHIRE REGIMENT. xyxy=(684,1263,860,1274)
regiment-name: ROYAL WEST KENT REGIMENT. xyxy=(684,862,830,873)
regiment-name: MIDDLESEX REGIMENT. xyxy=(684,974,795,985)
regiment-name: SHROPSHIRE LIGHT INFANTRY. xyxy=(684,948,830,959)
regiment-name: ROYAL WARWICKSHIRE REGIMENT. xyxy=(32,260,207,271)
casualty-names: —Beech 266053 R. (Stockport); Bennett 36456 J. H. (Tattenhall); Byron 59130 T. (Northwich); Condace 53357 R. (Monmouth); Fawcett 50555 W. (Birkenhead); Hull 18174 S. (Burton-on-Trent); Johnson 7033 J. (Manchester); Jones 53337 J. D. (Blaenau Festiniog); McAlpine 51980 F. (Greenock); Scott 17596 F. (Stalybridge); Thorpe 52666 O. (Altrincham); Tucker 72253 G. S. (Honiton); Wakefing 51990 W. (Rotherhithe, S.E.); Warren 53699 E. J. (Merthyr); Williams 51989 W. H. (Denbigh); Wooton 268095 W. (Birkenhead). xyxy=(348,557,660,635)
casualty-names: —Adams 2717 Sjt. A. (Musselburgh); Aitken 10490 Cpl. J. (Clydebank); Allan 41415 J. W. (Dundee); Ballantyne 290080 J. (Glasgow); Beaton 29598 Cpl. J. (Stonehaven); Braid 19586 P. (Kirkcaldy); Campbell 40041 J. (Dunfermline); Dunn 260008 L. (Lochee); Findlay 2636 L.-Sjt. W. (Windsor, N.W.); Haig 290592 L.-Cpl. A. (Inverness); Kelly 21140 W. (Milngavie); Kirk 40067 J. (St. Andrews); Laird 3330 Sjt. W., M.M. (Lochgelly); Lamb 350013 Sjt. G. C. (Arbroath); Lindsay 240041 R. (Dundee); Logie 290194 Co.-Sjt.-Maj. (Perth); Logan 205200 W. (Ballindalloch); McGregor 8818 J. (Bonnybridge); McKinnon 290715 Cpl. J. (Inchture); Mennan 41301 J. (Kirkcaldy); Miller 2018 W. (Clunie); Ness 350249 A. (Kirkcaldy); Paton 238608 M. (Stirling); Penman 266020 Cpl. J. (Edinburgh); Penny 350402 J. (Dysart); Robertson 350621 C. (Methven); Simpson 268657 M. (Ballygrant); Turnbull 19551 J. (Perth); Wallace 19475 D. (Kirkcaldy); White 290834 Cpl. G. (Leven). xyxy=(674,157,986,301)
